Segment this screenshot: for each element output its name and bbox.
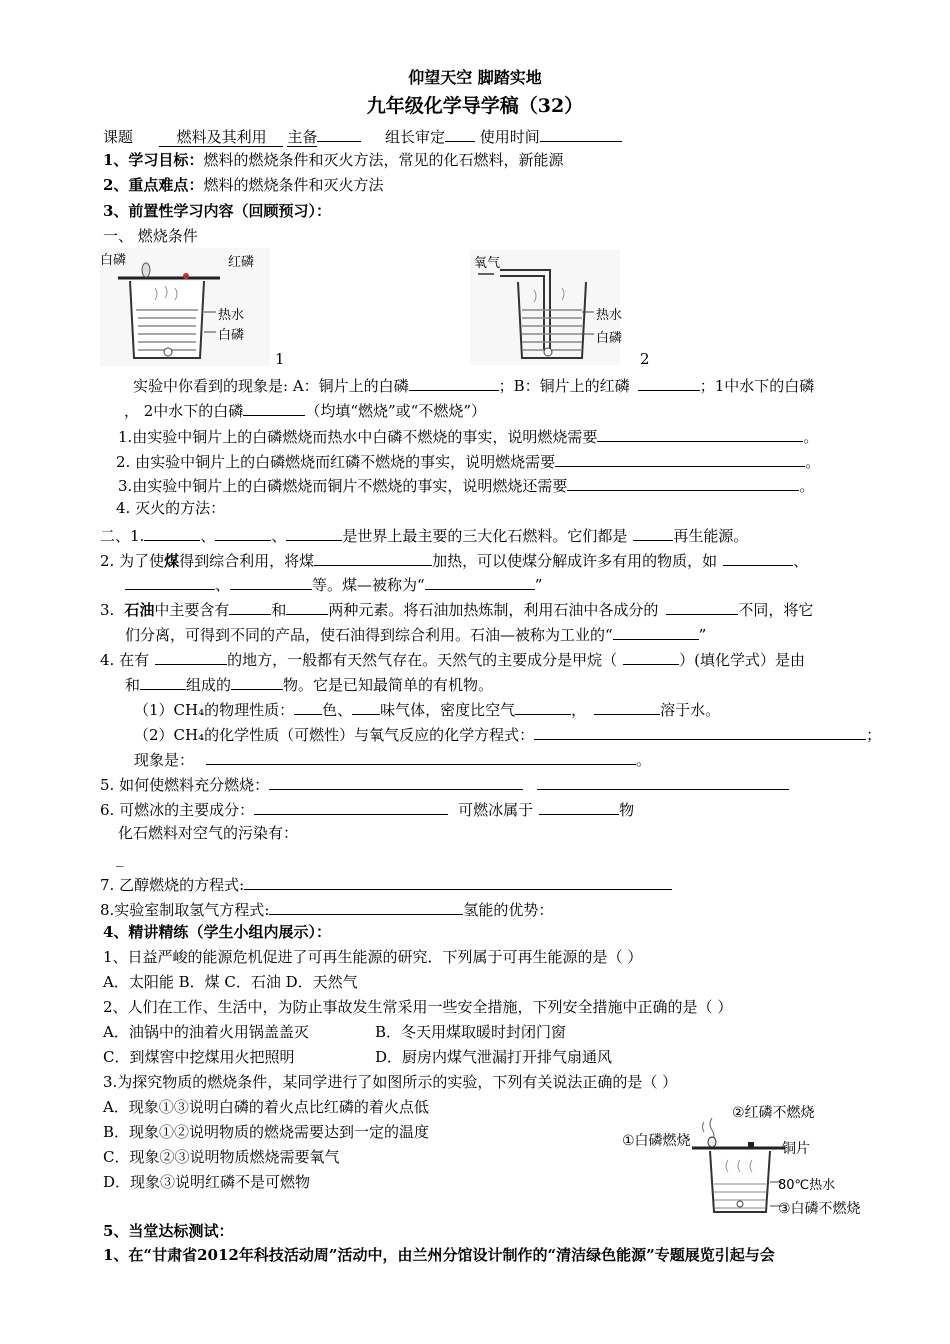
fuels-line-13: 化石燃料对空气的污染有： <box>118 824 299 842</box>
exercise-1: 1、日益严峻的能源危机促进了可再生能源的研究．下列属于可再生能源的是（ ） <box>103 948 643 966</box>
question-2: 2. 由实验中铜片上的白磷燃烧而红磷不燃烧的事实，说明燃烧需要 。 <box>116 450 820 472</box>
fig1-hot-water-label: 热水 <box>218 308 245 323</box>
fuels-line-1: 二、1. 、 、 是世界上最主要的三大化石燃料。它们都是 再生能源。 <box>100 524 748 546</box>
fuels-line-5: 们分离，可得到不同的产品，使石油得到综合利用。石油—被称为工业的“ ” <box>125 623 706 645</box>
fig3-white-burn: ①白磷燃烧 <box>622 1133 691 1149</box>
author-label: 主备 <box>287 128 318 146</box>
exercise-3-option-a: A．现象①③说明白磷的着火点比红磷的着火点低 <box>103 1098 429 1116</box>
fuels-line-11: 5. 如何使燃料充分燃烧： <box>100 773 789 795</box>
fig1-red-p-label: 红磷 <box>228 255 255 270</box>
topic-label: 课题 <box>103 128 134 146</box>
fuels-line-4: 3. 石油中主要含有 和 两种元素。将石油加热炼制，利用石油中各成分的 不同，将它 <box>100 598 813 620</box>
exercise-2-option-d: D．厨房内煤气泄漏打开排气扇通风 <box>375 1048 613 1066</box>
question-3: 3.由实验中铜片上的白磷燃烧而铜片不燃烧的事实，说明燃烧还需要 。 <box>118 474 814 496</box>
key-points: 2、重点难点：燃料的燃烧条件和灭火方法 <box>103 176 384 194</box>
section-5-title: 5、当堂达标测试： <box>103 1222 234 1240</box>
question-4: 4. 灭火的方法： <box>116 499 226 517</box>
fuels-line-9: （2）CH₄的化学性质（可燃性）与氧气反应的化学方程式： ； <box>134 723 881 745</box>
fig1-white-p-label: 白磷 <box>100 253 127 268</box>
exercise-3-option-d: D．现象③说明红磷不是可燃物 <box>103 1173 311 1191</box>
test-question-1: 1、在“甘肃省2012年科技活动周”活动中，由兰州分馆设计制作的“清洁绿色能源”专题展览引起与会 <box>103 1246 775 1264</box>
fig3-white-not-burn: ③白磷不燃烧 <box>778 1201 861 1217</box>
observation-line-2: ， 2中水下的白磷 （均填“燃烧”或“不燃烧”） <box>124 399 486 421</box>
exercise-1-options: A．太阳能 B．煤 C．石油 D．天然气 <box>103 973 358 991</box>
exercise-3-option-b: B．现象①②说明物质的燃烧需要达到一定的温度 <box>103 1123 430 1141</box>
fig2-number: 2 <box>640 350 650 368</box>
section-3-title: 3、前置性学习内容（回顾预习）： <box>103 202 331 220</box>
fig3-water: 80℃热水 <box>778 1178 836 1193</box>
fuels-line-2: 2. 为了使煤得到综合利用，将煤 加热，可以使煤分解成许多有用的物质，如 、 <box>100 549 808 571</box>
combustion-heading: 一、 燃烧条件 <box>103 227 198 245</box>
meta-line <box>103 125 622 147</box>
exercise-2: 2、人们在工作、生活中，为防止事故发生常采用一些安全措施，下列安全措施中正确的是（ ） <box>103 998 733 1016</box>
fuels-line-10: 现象是： 。 <box>134 748 651 770</box>
fuels-line-16: 8.实验室制取氢气方程式: 氢能的优势： <box>100 898 553 920</box>
beaker-figure-3 <box>690 1108 790 1218</box>
topic-value: 燃料及其利用 <box>159 128 283 147</box>
fuels-line-3: 、 等。煤—被称为“ ” <box>125 573 542 595</box>
exercise-3-option-c: C．现象②③说明物质燃烧需要氧气 <box>103 1148 340 1166</box>
time-label: 使用时间 <box>479 128 540 146</box>
exercise-2-option-c: C．到煤窖中挖煤用火把照明 <box>103 1048 295 1066</box>
fig1-white-p2-label: 白磷 <box>218 328 245 343</box>
fuels-line-6: 4. 在有 的地方，一般都有天然气存在。天然气的主要成分是甲烷（ ）(填化学式）是由 <box>100 648 805 670</box>
exercise-2-option-b: B．冬天用煤取暖时封闭门窗 <box>375 1023 567 1041</box>
fig1-number: 1 <box>275 350 285 368</box>
leader-label: 组长审定 <box>384 128 445 146</box>
page-title: 九年级化学导学稿（32） <box>366 95 584 117</box>
fig2-hot-water-label: 热水 <box>596 308 623 323</box>
fig3-red-not-burn: ②红磷不燃烧 <box>732 1105 815 1121</box>
question-1: 1.由实验中铜片上的白磷燃烧而热水中白磷不燃烧的事实，说明燃烧需要 。 <box>118 425 818 447</box>
motto: 仰望天空 脚踏实地 <box>408 68 542 87</box>
fuels-line-7: 和 组成的 物。它是已知最简单的有机物。 <box>125 673 493 695</box>
fig2-white-p-label: 白磷 <box>596 331 623 346</box>
fig2-oxygen-label: 氧气 <box>474 256 501 271</box>
fuels-line-14: _ <box>116 849 124 867</box>
fuels-line-8: （1）CH₄的物理性质： 色、 味气体，密度比空气 ， 溶于水。 <box>134 698 720 720</box>
fuels-line-12: 6. 可燃冰的主要成分： 可燃冰属于 物 <box>100 798 634 820</box>
fuels-line-15: 7. 乙醇燃烧的方程式: <box>100 873 672 895</box>
section-4-title: 4、精讲精练（学生小组内展示）： <box>103 923 331 941</box>
exercise-2-option-a: A．油锅中的油着火用锅盖盖灭 <box>103 1023 309 1041</box>
learning-goals: 1、学习目标：燃料的燃烧条件和灭火方法，常见的化石燃料，新能源 <box>103 151 564 169</box>
exercise-3: 3.为探究物质的燃烧条件，某同学进行了如图所示的实验，下列有关说法正确的是（ ） <box>103 1073 678 1091</box>
observation-line-1: 实验中你看到的现象是: A：铜片上的白磷 ；B：铜片上的红磷 ；1中水下的白磷 <box>133 374 814 396</box>
fig3-copper: 铜片 <box>782 1141 810 1157</box>
